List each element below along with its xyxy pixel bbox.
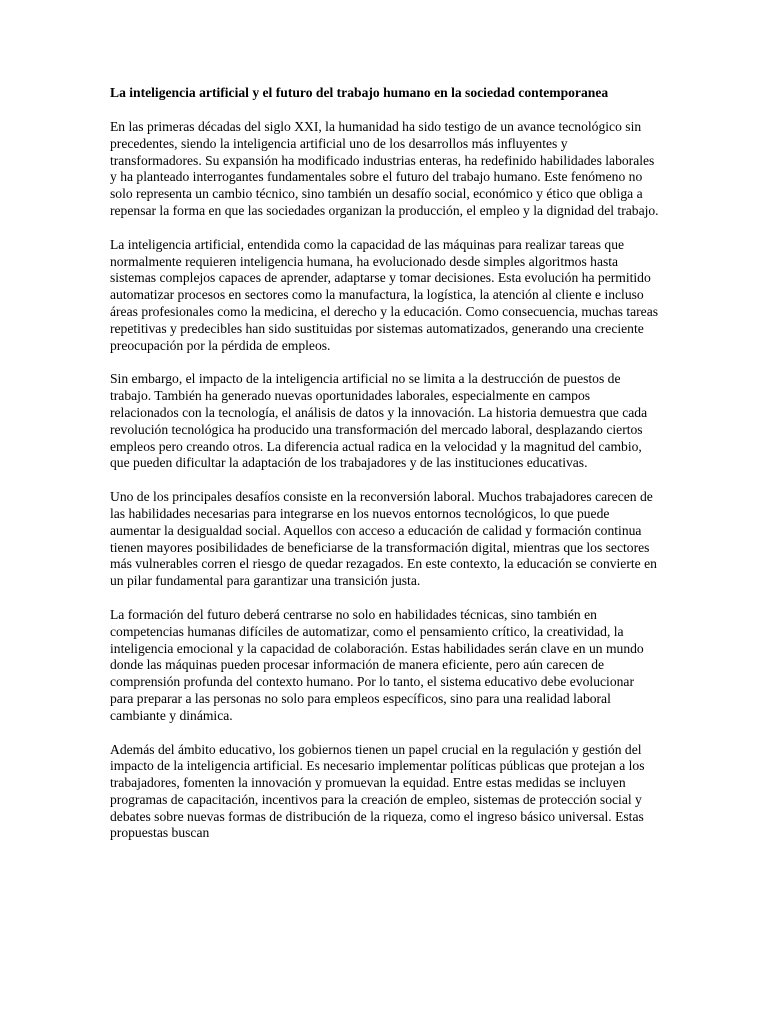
paragraph-3: Sin embargo, el impacto de la inteligencia artificial no se limita a la destrucción de puestos de trabajo. También ha generado nuevas oportunidades laborales, especialmente en campos relacionados con la tecnología, el análisis de datos y la innovación. La historia demuestra que cada revolución tecnológica ha producido una transformación del mercado laboral, desplazando ciertos empleos pero creando otros. La diferencia actual radica en la velocidad y la magnitud del cambio, que pueden dificultar la adaptación de los trabajadores y de las instituciones educativas. bbox=[110, 371, 648, 471]
paragraph-4: Uno de los principales desafíos consiste en la reconversión laboral. Muchos trabajadores carecen de las habilidades necesarias para integrarse en los nuevos entornos tecnológicos, lo que puede aumentar la desigualdad social. Aquellos con acceso a educación de calidad y formación continua tienen mayores posibilidades de beneficiarse de la transformación digital, mientras que los sectores más vulnerables corren el riesgo de quedar rezagados. En este contexto, la educación se convierte en un pilar fundamental para garantizar una transición justa. bbox=[110, 489, 657, 589]
paragraph-5: La formación del futuro deberá centrarse no solo en habilidades técnicas, sino también en competencias humanas difíciles de automatizar, como el pensamiento crítico, la creatividad, la inteligencia emocional y la capacidad de colaboración. Estas habilidades serán clave en un mundo donde las máquinas pueden procesar información de manera eficiente, pero aún carecen de comprensión profunda del contexto humano. Por lo tanto, el sistema educativo debe evolucionar para preparar a las personas no solo para empleos específicos, sino para una realidad laboral cambiante y dinámica. bbox=[110, 606, 644, 723]
document-title: La inteligencia artificial y el futuro del trabajo humano en la sociedad contemporanea bbox=[110, 85, 609, 100]
paragraph-1: En las primeras décadas del siglo XXI, la humanidad ha sido testigo de un avance tecnológico sin precedentes, siendo la inteligencia artificial uno de los desarrollos más influyentes y transformadores. Su expansión ha modificado industrias enteras, ha redefinido habilidades laborales y ha planteado interrogantes fundamentales sobre el futuro del trabajo humano. Este fenómeno no solo representa un cambio técnico, sino también un desafío social, económico y ético que obliga a repensar la forma en que las sociedades organizan la producción, el empleo y la dignidad del trabajo. bbox=[110, 119, 659, 218]
paragraph-6: Además del ámbito educativo, los gobiernos tienen un papel crucial en la regulación y gestión del impacto de la inteligencia artificial. Es necesario implementar políticas públicas que protejan a los trabajadores, fomenten la innovación y promuevan la equidad. Entre estas medidas se incluyen programas de capacitación, incentivos para la creación de empleo, sistemas de protección social y debates sobre nuevas formas de distribución de la riqueza, como el ingreso básico universal. Estas propuestas buscan bbox=[110, 741, 645, 841]
document-page bbox=[110, 84, 660, 859]
paragraph-2: La inteligencia artificial, entendida como la capacidad de las máquinas para realizar tareas que normalmente requieren inteligencia humana, ha evolucionado desde simples algoritmos hasta sistemas complejos capaces de aprender, adaptarse y tomar decisiones. Esta evolución ha permitido automatizar procesos en sectores como la manufactura, la logística, la atención al cliente e incluso áreas profesionales como la medicina, el derecho y la educación. Como consecuencia, muchas tareas repetitivas y predecibles han sido sustituidas por sistemas automatizados, generando una creciente preocupación por la pérdida de empleos. bbox=[110, 236, 659, 353]
